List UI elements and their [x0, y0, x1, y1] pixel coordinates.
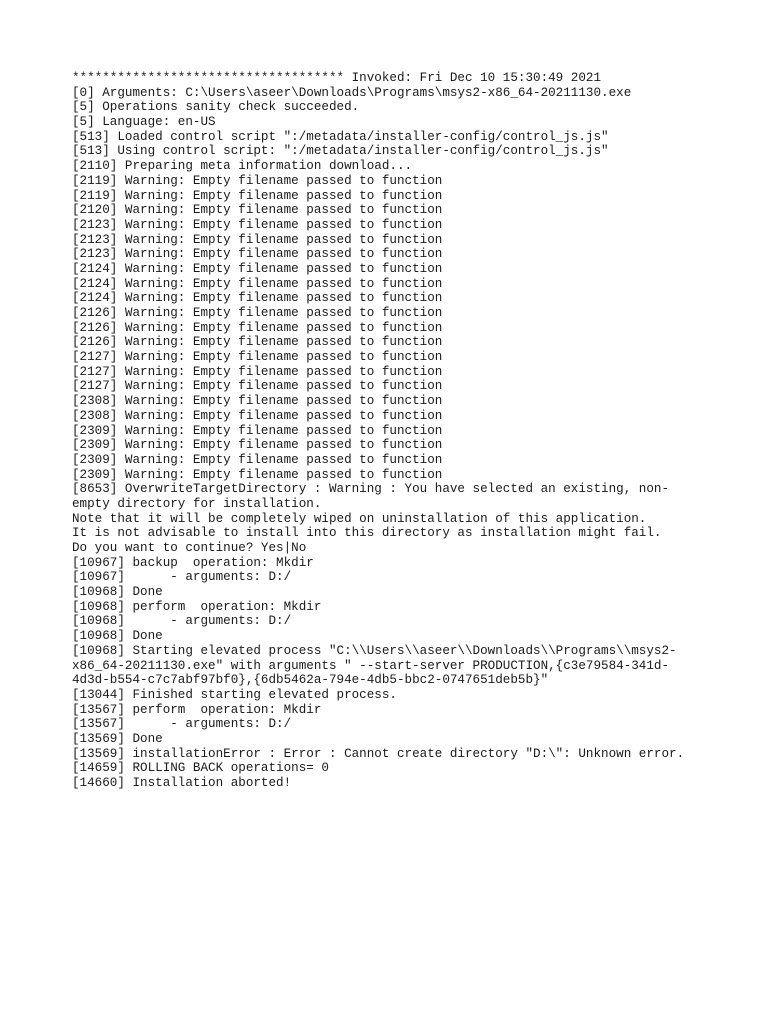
log-line: [2110] Preparing meta information download... — [72, 159, 413, 174]
log-line: It is not advisable to install into this directory as installation might fail. — [72, 526, 662, 541]
log-line: [10968] Done — [72, 629, 163, 644]
log-line: [13044] Finished starting elevated process. — [72, 687, 397, 702]
log-line: x86_64-20211130.exe" with arguments " --start-server PRODUCTION,{c3e79584-341d- — [72, 658, 670, 673]
log-line: [2124] Warning: Empty filename passed to function — [72, 276, 443, 291]
log-line: [10968] - arguments: D:/ — [72, 614, 292, 629]
log-line: 4d3d-b554-c7c7abf97bf0},{6db5462a-794e-4db5-bbc2-0747651deb5b}" — [72, 673, 549, 688]
log-line: [10967] - arguments: D:/ — [72, 570, 292, 585]
log-line: [2127] Warning: Empty filename passed to function — [72, 350, 443, 365]
log-line: [2309] Warning: Empty filename passed to function — [72, 467, 443, 482]
log-line: [2309] Warning: Empty filename passed to function — [72, 423, 443, 438]
log-line: [2123] Warning: Empty filename passed to function — [72, 217, 443, 232]
log-line: [0] Arguments: C:\Users\aseer\Downloads\Programs\msys2-x86_64-20211130.exe — [72, 85, 632, 100]
log-line: [2124] Warning: Empty filename passed to function — [72, 261, 443, 276]
log-line: [2119] Warning: Empty filename passed to function — [72, 173, 443, 188]
log-line: [2123] Warning: Empty filename passed to function — [72, 247, 443, 262]
log-line: [2126] Warning: Empty filename passed to function — [72, 335, 443, 350]
log-line: [2127] Warning: Empty filename passed to function — [72, 364, 443, 379]
log-line: Note that it will be completely wiped on uninstallation of this application. — [72, 511, 647, 526]
log-line: [513] Using control script: ":/metadata/installer-config/control_js.js" — [72, 144, 609, 159]
log-line: [13569] Done — [72, 731, 163, 746]
log-line: [2126] Warning: Empty filename passed to function — [72, 306, 443, 320]
log-line: [2123] Warning: Empty filename passed to function — [72, 232, 443, 247]
log-line: [2126] Warning: Empty filename passed to function — [72, 320, 443, 335]
log-line: [10968] Starting elevated process "C:\\Users\\aseer\\Downloads\\Programs\\msys2- — [72, 643, 677, 658]
installer-log — [72, 71, 732, 791]
log-line: [10968] Done — [72, 585, 163, 600]
log-line: [2120] Warning: Empty filename passed to function — [72, 203, 443, 218]
log-line: [14660] Installation aborted! — [72, 776, 292, 790]
log-line: [5] Language: en-US — [72, 115, 216, 130]
log-line: [2127] Warning: Empty filename passed to function — [72, 379, 443, 394]
log-line: [5] Operations sanity check succeeded. — [72, 100, 360, 115]
log-line: [2308] Warning: Empty filename passed to function — [72, 394, 443, 409]
log-line: [2124] Warning: Empty filename passed to function — [72, 291, 443, 306]
log-line: [2308] Warning: Empty filename passed to function — [72, 408, 443, 423]
log-line: [13569] installationError : Error : Cannot create directory "D:\": Unknown error. — [72, 746, 685, 761]
log-line: [10968] perform operation: Mkdir — [72, 599, 322, 614]
log-line: [10967] backup operation: Mkdir — [72, 555, 314, 570]
log-line: [2119] Warning: Empty filename passed to function — [72, 188, 443, 203]
log-line: [8653] OverwriteTargetDirectory : Warning : You have selected an existing, non- — [72, 482, 670, 497]
log-line: [13567] perform operation: Mkdir — [72, 702, 322, 717]
log-line: [13567] - arguments: D:/ — [72, 717, 292, 732]
log-line: empty directory for installation. — [72, 496, 322, 511]
log-line: [513] Loaded control script ":/metadata/installer-config/control_js.js" — [72, 129, 609, 144]
log-line: ************************************ Invoked: Fri Dec 10 15:30:49 2021 — [72, 71, 602, 85]
log-line: [14659] ROLLING BACK operations= 0 — [72, 761, 329, 776]
log-line: [2309] Warning: Empty filename passed to function — [72, 438, 443, 453]
log-line: Do you want to continue? Yes|No — [72, 541, 307, 555]
log-line: [2309] Warning: Empty filename passed to function — [72, 452, 443, 467]
